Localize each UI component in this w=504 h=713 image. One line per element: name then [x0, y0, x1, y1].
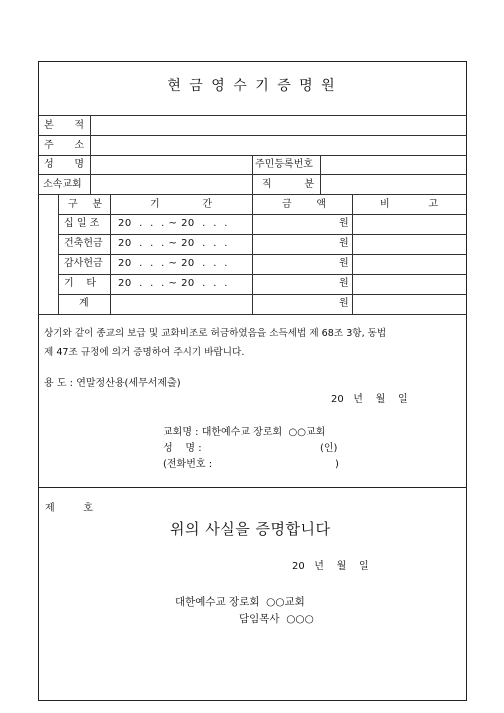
header-amount: 금 액	[282, 199, 326, 210]
form-title: 현 금 영 수 기 증 명 원	[167, 78, 337, 94]
statement-line-2: 제 47조 규정에 의거 증명하여 주시기 바랍니다.	[44, 347, 245, 358]
row-period: 20 . . . ~ 20 . . .	[118, 278, 228, 289]
row-period: 20 . . . ~ 20 . . .	[118, 218, 228, 229]
position-label: 직 분	[262, 179, 314, 190]
address-label: 주 소	[44, 140, 84, 151]
row-category: 기 타	[64, 278, 97, 289]
statement-line-1: 상기와 같이 종교의 보급 및 교화비조로 허금하였음을 소득세법 제 68조 3항, 동법	[44, 328, 387, 339]
row-amount-unit: 원	[339, 278, 349, 289]
row-category: 십 일 조	[64, 218, 100, 229]
certificate-date: 20 년 월 일	[292, 561, 369, 572]
application-date: 20 년 월 일	[331, 394, 408, 405]
applicant-name-label: 성 명 :	[163, 443, 202, 454]
total-amount-unit: 원	[339, 298, 349, 309]
applicant-seal: (인)	[320, 443, 338, 454]
resident-number-label: 주민등록번호	[255, 159, 313, 170]
row-period: 20 . . . ~ 20 . . .	[118, 238, 228, 249]
applicant-phone-close: )	[335, 459, 339, 470]
row-category: 감사헌금	[64, 258, 103, 269]
applicant-phone-label: (전화번호 :	[163, 459, 213, 470]
header-note: 비 고	[380, 199, 438, 210]
row-amount-unit: 원	[339, 238, 349, 249]
certificate-church: 대한예수교 장로회 ○○교회	[175, 596, 305, 608]
total-label: 계	[79, 298, 89, 309]
name-label: 성 명	[44, 159, 84, 170]
row-category: 건축헌금	[64, 238, 103, 249]
header-category: 구 분	[68, 199, 102, 210]
row-amount-unit: 원	[339, 218, 349, 229]
bonjeok-label: 본 적	[44, 120, 84, 131]
applicant-church: 교회명 : 대한예수교 장로회 ○○교회	[163, 427, 326, 438]
church-label: 소속교회	[43, 179, 82, 190]
purpose-line: 용 도 : 연말정산용(세무서제출)	[44, 378, 181, 389]
header-period: 기 간	[150, 199, 212, 210]
certificate-heading: 위의 사실을 증명합니다	[170, 520, 331, 538]
certificate-number-label: 제 호	[45, 503, 93, 514]
row-period: 20 . . . ~ 20 . . .	[118, 258, 228, 269]
row-amount-unit: 원	[339, 258, 349, 269]
certificate-pastor: 담임목사 ○○○	[239, 613, 314, 625]
